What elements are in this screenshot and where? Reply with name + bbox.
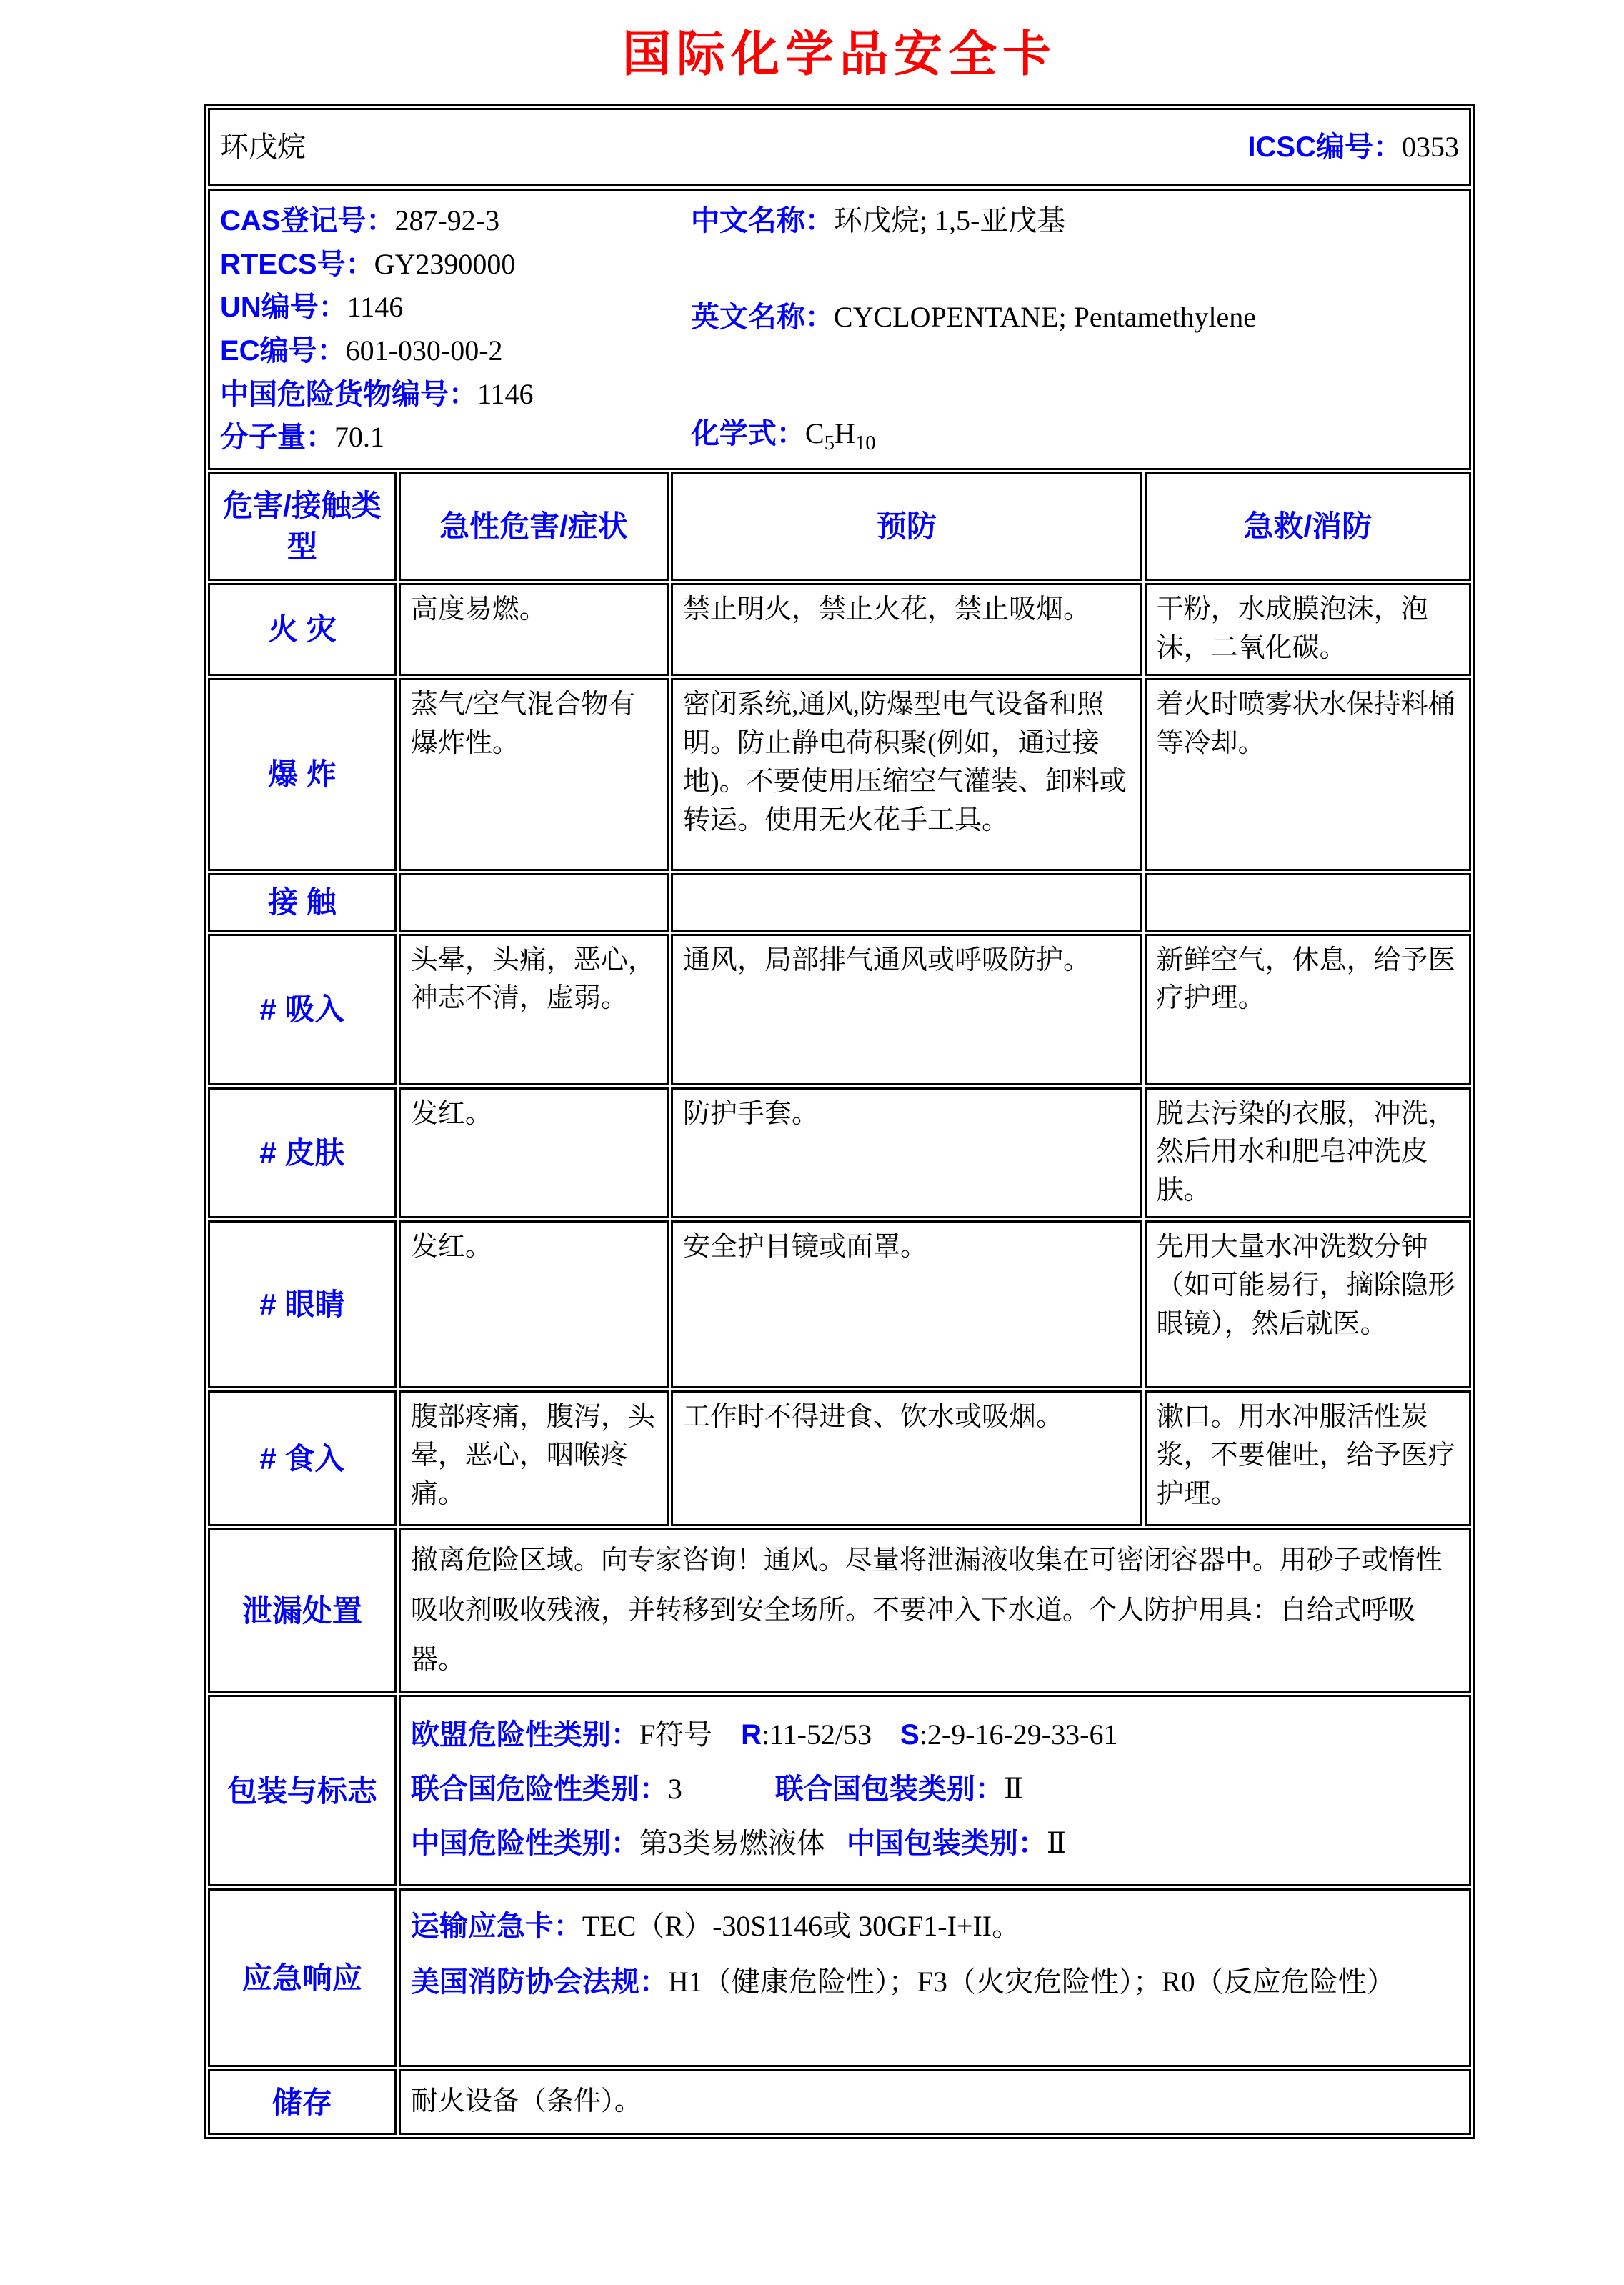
col-header-hazard-type: 危害/接触类型 [208,472,397,581]
table-row-inhalation: # 吸入 头晕，头痛，恶心，神志不清，虚弱。 通风，局部排气通风或呼吸防护。 新鲜空气，休息，给予医疗护理。 [208,934,1471,1085]
safety-card-table [204,104,1475,2139]
table-row-packaging [208,1695,1471,1886]
chemical-formula: $C_5H_{10}$ [804,417,876,455]
table-row-explosion: 爆 炸 蒸气/空气混合物有爆炸性。 密闭系统,通风,防爆型电气设备和照明。防止静电荷积聚(例如，通过接地)。不要使用压缩空气灌装、卸料或转运。使用无火花手工具。 着火时喷雾状水保持料桶等冷却。 [208,678,1471,871]
table-row-fire: 火 灾 高度易燃。 禁止明火，禁止火花，禁止吸烟。 干粉，水成膜泡沫，泡沫，二氧化碳。 [208,583,1471,676]
registry-numbers [220,196,691,462]
table-row-exposure: 接 触 [208,873,1471,932]
icsc-number-group [1247,127,1459,168]
rtecs-number-line: RTECS号：GY2390000 [220,247,516,280]
name-bar [208,108,1471,186]
cas-number-line: CAS登记号：287-92-3 [220,204,500,237]
table-row-storage [208,2069,1471,2135]
storage-label: 储存 [208,2069,397,2135]
column-header-row [208,472,1471,581]
eu-hazard-class-line: 欧盟危险性类别：F符号 R:11-52/53 S:2-9-16-29-33-61 [410,1718,1118,1751]
english-name-line: 英文名称：CYCLOPENTANE; Pentamethylene [690,300,1257,333]
nfpa-code-line: 美国消防协会法规：H1（健康危险性）；F3（火灾危险性）；R0（反应危险性） [410,1966,1395,1998]
formula-line: 化学式：$C_5H_{10}$ [690,417,876,455]
icsc-label: ICSC编号： [1247,131,1402,163]
spill-label: 泄漏处置 [208,1528,397,1693]
table-row-skin: # 皮肤 发红。 防护手套。 脱去污染的衣服，冲洗，然后用水和肥皂冲洗皮肤。 [208,1087,1471,1219]
col-header-prevention: 预防 [671,472,1142,581]
storage-content: 耐火设备（条件）。 [399,2069,1471,2135]
table-row-eyes: # 眼睛 发红。 安全护目镜或面罩。 先用大量水冲洗数分钟（如可能易行，摘除隐形眼镜），然后就医。 [208,1220,1471,1388]
chinese-name-line: 中文名称：环戊烷; 1,5-亚戊基 [690,204,1066,237]
molecular-weight-line: 分子量：70.1 [220,421,384,454]
packaging-label: 包装与标志 [208,1695,397,1886]
un-hazard-class-line: 联合国危险性类别：3 联合国包装类别：Ⅱ [410,1773,1024,1806]
info-row [208,189,1471,470]
emergency-label: 应急响应 [208,1888,397,2067]
emergency-content [399,1888,1471,2067]
icsc-value: 0353 [1402,130,1459,163]
table-row-ingestion: # 食入 腹部疼痛，腹泻，头晕，恶心，咽喉疼痛。 工作时不得进食、饮水或吸烟。 漱口。用水冲服活性炭浆，不要催吐，给予医疗护理。 [208,1390,1471,1526]
table-row-emergency [208,1888,1471,2067]
un-number-line: UN编号：1146 [220,291,404,324]
header-row [208,108,1471,186]
transport-emergency-card-line: 运输应急卡：TEC（R）-30S1146或 30GF1-I+II。 [410,1910,1021,1943]
china-hazard-class-line: 中国危险性类别：第3类易燃液体 中国包装类别：Ⅱ [410,1827,1067,1860]
col-header-symptoms: 急性危害/症状 [399,472,669,581]
china-dg-number-line: 中国危险货物编号：1146 [220,377,534,410]
chemical-names [691,196,1459,462]
chemical-name: 环戊烷 [220,130,306,163]
packaging-content [399,1695,1471,1886]
page-title: 国际化学品安全卡 [622,27,1057,81]
ec-number-line: EC编号：601-030-00-2 [220,334,503,367]
table-row-spill [208,1528,1471,1693]
info-cell [208,189,1471,470]
spill-content: 撤离危险区域。向专家咨询！通风。尽量将泄漏液收集在可密闭容器中。用砂子或惰性吸收剂吸收残液，并转移到安全场所。不要冲入下水道。个人防护用具：自给式呼吸器。 [399,1528,1471,1693]
col-header-firstaid: 急救/消防 [1145,472,1471,581]
